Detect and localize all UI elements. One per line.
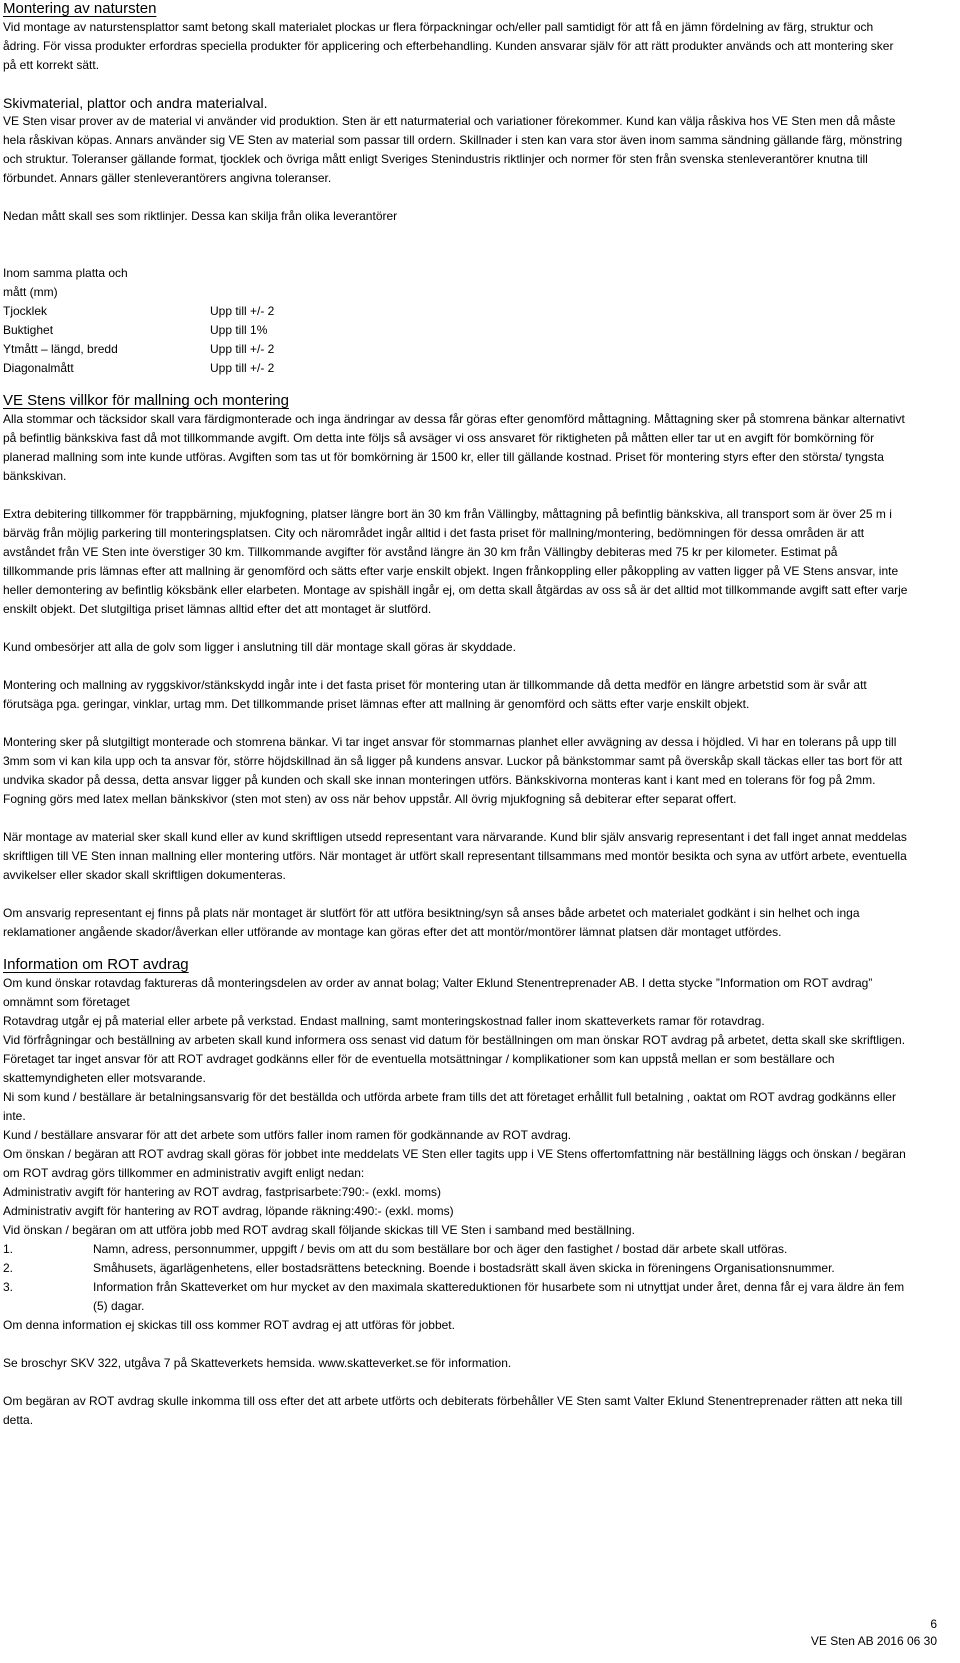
paragraph: Vid montage av naturstensplattor samt betong skall materialet plockas ur flera förpackningar och/eller pall samtidigt för att få en jämn fördelning av färg, struktur och ådring. För vissa produkter erfordras speciella produkter för applicering och efterbehandling. Kunden ansvarar själv för att rätt produkter används och att montering sker på ett korrekt sätt. <box>3 20 894 72</box>
list-text: Namn, adress, personnummer, uppgift / bevis om att du som beställare bor och äger den fastighet / bostad där arbete skall utföras. <box>93 1242 788 1256</box>
list-number: 1. <box>3 1242 14 1256</box>
paragraph: Om ansvarig representant ej finns på plats när montaget är slutfört för att utföra besiktning/syn så anses både arbetet och materialet godkänt i sin helhet och inga reklamationer angående skador/åverkan eller utförande av montage kan göras efter det att montör/montörer lämnat platsen där montaget utfördes. <box>3 906 860 939</box>
tolerance-header: Inom samma platta och mått (mm) <box>3 266 128 299</box>
paragraph: Se broschyr SKV 322, utgåva 7 på Skatteverkets hemsida. www.skatteverket.se för information. <box>3 1356 512 1370</box>
tolerance-label: Diagonalmått <box>3 361 74 375</box>
tolerance-row <box>3 340 909 359</box>
paragraph: Administrativ avgift för hantering av ROT avdrag, löpande räkning:490:- (exkl. moms) <box>3 1204 454 1218</box>
paragraph: Kund / beställare ansvarar för att det arbete som utförs faller inom ramen för godkännande av ROT avdrag. <box>3 1128 572 1142</box>
tolerance-value: Upp till +/- 2 <box>210 304 275 318</box>
tolerance-row <box>3 302 909 321</box>
paragraph: Kund ombesörjer att alla de golv som ligger i anslutning till där montage skall göras är skyddade. <box>3 640 516 654</box>
tolerance-header-row <box>3 264 909 302</box>
paragraph: Om denna information ej skickas till oss kommer ROT avdrag ej att utföras för jobbet. <box>3 1318 455 1332</box>
list-number: 3. <box>3 1280 14 1294</box>
paragraph: Rotavdrag utgår ej på material eller arbete på verkstad. Endast mallning, samt monteringskostnad faller inom skatteverkets ramar för rotavdrag. <box>3 1014 765 1028</box>
paragraph: Nedan mått skall ses som riktlinjer. Dessa kan skilja från olika leverantörer <box>3 209 398 223</box>
paragraph: Vid förfrågningar och beställning av arbeten skall kund informera oss senast vid datum för beställningen om man önskar ROT avdrag på arbetet, detta skall ske skriftligen. Företaget tar inget ansvar för att ROT avdraget godkänns eller för de eventuella motsättningar / komplikationer som kan uppstå mellan er som beställare och skattemyndigheten eller motsvarande. <box>3 1033 906 1085</box>
list-item <box>3 1240 909 1259</box>
tolerance-label: Buktighet <box>3 323 54 337</box>
tolerance-row <box>3 321 909 340</box>
heading-information-om-rot-avdrag: Information om ROT avdrag <box>3 956 189 973</box>
list-text: Information från Skatteverket om hur mycket av den maximala skattereduktionen för husarbete som ni utnyttjat under året, denna får ej vara äldre än fem (5) dagar. <box>93 1280 905 1313</box>
paragraph: Om önskan / begäran att ROT avdrag skall göras för jobbet inte meddelats VE Sten eller tagits upp i VE Stens offertomfattning när beställning läggs och önskan / begäran om ROT avdrag görs tillkommer en administrativ avgift enligt nedan: <box>3 1147 906 1180</box>
paragraph: VE Sten visar prover av de material vi använder vid produktion. Sten är ett naturmaterial och variationer förekommer. Kund kan välja råskiva hos VE Sten men då måste hela råskivan köpas. Annars använder sig VE Sten av material som passar till ordern. Skillnader i sten kan vara stor även inom samma sändning gällande färg, mönstring och struktur. Toleranser gällande format, tjocklek och övriga mått enligt Sveriges Stenindustris riktlinjer och normer för sten från svenska stenleverantörer knutna till förbundet. Annars gäller stenleverantörers angivna toleranser. <box>3 114 903 185</box>
tolerance-label: Tjocklek <box>3 304 48 318</box>
tolerance-label: Ytmått – längd, bredd <box>3 342 118 356</box>
list-item <box>3 1259 909 1278</box>
list-item <box>3 1278 909 1316</box>
tolerance-value: Upp till +/- 2 <box>210 342 275 356</box>
paragraph: Montering sker på slutgiltigt monterade och stomrena bänkar. Vi tar inget ansvar för stommarnas planhet eller avvägning av dessa i höjdled. Vi har en tolerans på upp till 3mm som vi kan kila upp och ta ansvar för, större höjdskillnad än så ligger på kundens ansvar. Luckor på bänkstommar samt på överskåp skall täckas eller tas bort för att undvika skador på dessa, detta ansvar ligger på kunden och skall ske innan monteringen utförs. Bänkskivorna monteras kant i kant med en tolerans för fog på 2mm. Fogning görs med latex mellan bänkskivor (sten mot sten) av oss när behov uppstår. All övrig mjukfogning så debiterar efter separat offert. <box>3 735 903 806</box>
list-text: Småhusets, ägarlägenhetens, eller bostadsrättens beteckning. Boende i bostadsrätt skall även skicka in föreningens Organisationsnummer. <box>93 1261 835 1275</box>
footer-company-date: VE Sten AB 2016 06 30 <box>810 1634 937 1648</box>
tolerance-value: Upp till +/- 2 <box>210 361 275 375</box>
paragraph: Administrativ avgift för hantering av ROT avdrag, fastprisarbete:790:- (exkl. moms) <box>3 1185 441 1199</box>
heading-ve-stens-villkor: VE Stens villkor för mallning och montering <box>3 392 289 409</box>
tolerance-row <box>3 359 909 378</box>
paragraph: Om kund önskar rotavdag faktureras då monteringsdelen av order av annat bolag; Valter Eklund Stenentreprenader AB. I detta stycke ”Information om ROT avdrag” omnämnt som företaget <box>3 976 873 1009</box>
document-page <box>3 0 909 1430</box>
paragraph: Vid önskan / begäran om att utföra jobb med ROT avdrag skall följande skickas till VE Sten i samband med beställning. <box>3 1223 635 1237</box>
paragraph: Om begäran av ROT avdrag skulle inkomma till oss efter det att arbete utförts och debiterats förbehåller VE Sten samt Valter Eklund Stenentreprenader rätten att neka till detta. <box>3 1394 903 1427</box>
paragraph: När montage av material sker skall kund eller av kund skriftligen utsedd representant vara närvarande. Kund blir själv ansvarig representant i det fall inget annat meddelas skriftligen till VE Sten innan mallning eller montering utförs. När montaget är utfört skall representant tillsammans med montör besikta och syna av utfört arbete, eventuella avvikelser eller skador skall skriftligen dokumenteras. <box>3 830 907 882</box>
tolerance-table <box>3 264 909 378</box>
heading-skivmaterial: Skivmaterial, plattor och andra materialval. <box>3 95 268 111</box>
heading-montering-av-natursten: Montering av natursten <box>3 0 157 17</box>
tolerance-value: Upp till 1% <box>210 323 268 337</box>
rot-requirements-list <box>3 1240 909 1316</box>
paragraph: Ni som kund / beställare är betalningsansvarig för det beställda och utförda arbete fram tills det att företaget erhållit full betalning , oaktat om ROT avdrag godkänns eller inte. <box>3 1090 896 1123</box>
paragraph: Montering och mallning av ryggskivor/stänkskydd ingår inte i det fasta priset för montering utan är tillkommande då detta medför en längre arbetstid som är svår att förutsäga pga. geringar, vinklar, urtag mm. Det tillkommande priset lämnas efter att mallning är genomförd och sätts efter varje enskilt objekt. <box>3 678 867 711</box>
page-number: 6 <box>930 1617 937 1631</box>
page-footer <box>811 1616 937 1650</box>
paragraph: Alla stommar och täcksidor skall vara färdigmonterade och inga ändringar av dessa får göras efter genomförd måttagning. Måttagning sker på stomrena bänkar alternativt på befintlig bänkskiva fast då mot tillkommande avgift. Om detta inte följs så avsäger vi oss ansvaret för riktigheten på måtten eller tar ut en avgift för bomkörning för planerad mallning som inte kunde utföras. Avgiften som tas ut för bomkörning är 1500 kr, eller till gällande kostnad. Priset för montering styrs efter den största/ tyngsta bänkskivan. <box>3 412 905 483</box>
paragraph: Extra debitering tillkommer för trappbärning, mjukfogning, platser längre bort än 30 km från Vällingby, måttagning på befintlig bänkskiva, all transport som är över 25 m i bärväg från möjlig parkering till monteringsplatsen. City och närområdet ingår alltid i det fasta priset för mallning/montering, bedömningen för dessa områden är att avståndet från VE Sten inte överstiger 30 km. Tillkommande avgifter för avstånd längre än 30 km från Vällingby debiteras med 75 kr per kilometer. Estimat på tillkommande pris lämnas efter att mallning är genomförd och sätts efter varje enskilt objekt. Ingen frånkoppling eller påkoppling av vatten ligger på VE Stens ansvar, inte heller demontering av befintlig köksbänk eller elarbeten. Montage av spishäll ingår ej, om detta skall åtgärdas av oss så är det alltid mot tillkommande avgift satt efter varje enskilt objekt. Det slutgiltiga priset lämnas alltid efter det att montaget är slutförd. <box>3 507 908 616</box>
list-number: 2. <box>3 1261 14 1275</box>
